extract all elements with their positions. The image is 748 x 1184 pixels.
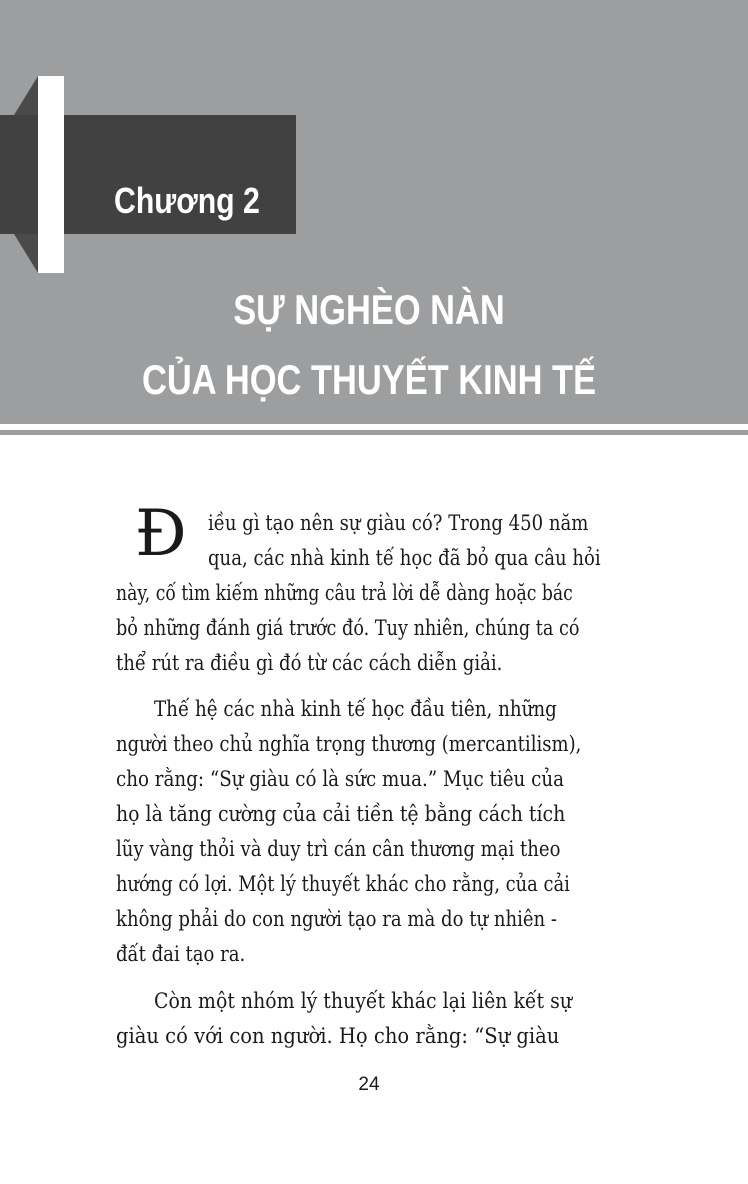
ribbon-white-bar <box>38 76 64 273</box>
paragraph-line: cho rằng: “Sự giàu có là sức mua.” Mục tiêu của <box>116 767 564 791</box>
paragraph-line: người theo chủ nghĩa trọng thương (mercantilism), <box>116 732 582 756</box>
paragraph-line: iều gì tạo nên sự giàu có? Trong 450 năm <box>208 511 589 535</box>
ribbon-fold-top <box>14 76 38 115</box>
ribbon-fold-bottom <box>14 234 38 273</box>
paragraph-line: lũy vàng thỏi và duy trì cán cân thương mại theo <box>116 837 561 861</box>
paragraph-line: giàu có với con người. Họ cho rằng: “Sự giàu <box>116 1024 560 1048</box>
paragraph-line: qua, các nhà kinh tế học đã bỏ qua câu hỏi <box>208 546 601 570</box>
page-number: 24 <box>358 1074 380 1095</box>
chapter-title-line-1: SỰ NGHÈO NÀN <box>233 286 505 333</box>
drop-cap: Đ <box>135 497 187 571</box>
paragraph-line: không phải do con người tạo ra mà do tự nhiên - <box>116 907 558 931</box>
paragraph-line: bỏ những đánh giá trước đó. Tuy nhiên, chúng ta có <box>116 616 580 640</box>
header-divider-gray <box>0 430 748 435</box>
paragraph-line: Thế hệ các nhà kinh tế học đầu tiên, những <box>154 697 557 721</box>
paragraph-line: họ là tăng cường của cải tiền tệ bằng cách tích <box>116 802 566 826</box>
paragraph-line: đất đai tạo ra. <box>116 942 246 966</box>
paragraph-line: hướng có lợi. Một lý thuyết khác cho rằng, của cải <box>116 872 570 896</box>
paragraph-line: này, cố tìm kiếm những câu trả lời dễ dàng hoặc bác <box>116 581 573 605</box>
chapter-number: Chương 2 <box>114 180 260 221</box>
paragraph-line: thể rút ra điều gì đó từ các cách diễn giải. <box>116 651 503 675</box>
paragraph-line: Còn một nhóm lý thuyết khác lại liên kết sự <box>154 989 573 1013</box>
chapter-title-line-2: CỦA HỌC THUYẾT KINH TẾ <box>141 356 597 403</box>
